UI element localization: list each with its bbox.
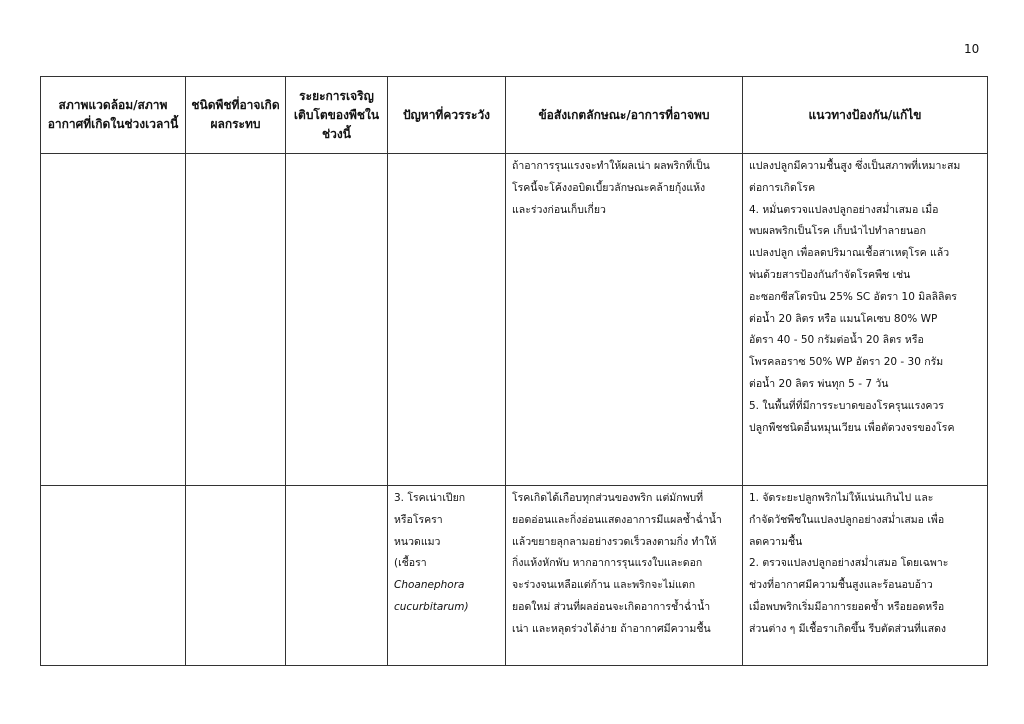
text-line: 2. ตรวจแปลงปลูกอย่างสม่ำเสมอ โดยเฉพาะ: [749, 557, 949, 570]
text-line: อาการที่อาจพบ: [630, 107, 710, 122]
text-line: กิ่งแห้งหักพับ หากอาการรุนแรงใบและดอก: [512, 557, 703, 570]
text-line: เจริญเติบโตของ: [293, 88, 374, 122]
text-line: พืชในช่วงนี้: [322, 107, 380, 141]
text-line: อัตรา 40 - 50 กรัมต่อน้ำ 20 ลิตร หรือ: [749, 334, 924, 347]
text-line: อากาศที่เกิดในช่วงเวลานี้: [47, 117, 179, 131]
text-line: (เชื้อรา: [394, 557, 427, 570]
table-row: [41, 154, 988, 486]
text-line: หรือโรครา: [394, 513, 443, 526]
text-line: แปลงปลูก เพื่อลดปริมาณเชื้อสาเหตุโรค แล้ว: [749, 247, 950, 260]
cell-stage: [286, 486, 388, 666]
text-line: เน่า และหลุดร่วงได้ง่าย ถ้าอากาศมีความชื้น: [512, 622, 711, 635]
table-header-row: [41, 77, 988, 154]
text-line: สภาพแวดล้อม/สภาพ: [58, 98, 168, 112]
text-line: แล้วขยายลุกลามอย่างรวดเร็วลงตามกิ่ง ทำให้: [512, 535, 717, 548]
header-growth-stage: [286, 77, 388, 154]
header-affected-crops: [186, 77, 286, 154]
text-line: เมื่อพบพริกเริ่มมีอาการยอดช้ำ หรือยอดหรือ: [749, 600, 945, 613]
cell-crops: [186, 486, 286, 666]
text-line: ต่อน้ำ 20 ลิตร หรือ แมนโคเซบ 80% WP: [749, 312, 938, 325]
cell-problem: [388, 154, 506, 486]
text-line: ปลูกพืชชนิดอื่นหมุนเวียน เพื่อตัดวงจรของโรค: [749, 421, 955, 434]
text-line: พ่นด้วยสารป้องกันกำจัดโรคพืช เช่น: [749, 268, 911, 281]
text-line: ข้อสังเกตลักษณะ/: [538, 107, 631, 122]
text-line: 3. โรคเน่าเปียก: [394, 492, 466, 504]
text-line: ลดความชื้น: [749, 535, 803, 548]
text-line: ต่อการเกิดโรค: [749, 181, 816, 194]
text-line: หนวดแมว: [394, 535, 441, 548]
cell-problem: [388, 486, 506, 666]
text-line: เกิดผลกระทบ: [210, 98, 280, 131]
text-line: 5. ในพื้นที่ที่มีการระบาดของโรครุนแรงควร: [749, 399, 944, 412]
text-line: และร่วงก่อนเก็บเกี่ยว: [512, 203, 606, 216]
text-line: โรคนี้จะโค้งงอบิดเบี้ยวลักษณะคล้ายกุ้งแห้ง: [512, 181, 706, 194]
cell-environment: [41, 486, 186, 666]
text-line: 1. จัดระยะปลูกพริกไม่ให้แน่นเกินไป และ: [749, 492, 934, 504]
cell-symptoms: [506, 486, 743, 666]
text-line: ต่อน้ำ 20 ลิตร พ่นทุก 5 - 7 วัน: [749, 377, 889, 390]
header-problems: [388, 77, 506, 154]
cell-prevention: [743, 486, 988, 666]
header-environment: [41, 77, 186, 154]
text-line: โพรคลอราซ 50% WP อัตรา 20 - 30 กรัม: [749, 356, 944, 369]
table-row: [41, 486, 988, 666]
text-line: โรคเกิดได้เกือบทุกส่วนของพริก แต่มักพบที่: [512, 492, 704, 504]
text-line: แนวทางป้องกัน/แก้ไข: [808, 107, 922, 122]
text-line: 4. หมั่นตรวจแปลงปลูกอย่างสม่ำเสมอ เมื่อ: [749, 203, 939, 216]
text-line: ระยะการ: [299, 88, 346, 103]
text-line: แปลงปลูกมีความชื้นสูง ซึ่งเป็นสภาพที่เหมาะสม: [749, 160, 961, 172]
cell-crops: [186, 154, 286, 486]
text-line: กำจัดวัชพืชในแปลงปลูกอย่างสม่ำเสมอ เพื่อ: [749, 513, 945, 526]
cell-stage: [286, 154, 388, 486]
crop-disease-table: [40, 76, 988, 666]
text-line: ส่วนต่าง ๆ มีเชื้อราเกิดขึ้น รีบตัดส่วนที่แสดง: [749, 622, 947, 635]
text-line: ถ้าอาการรุนแรงจะทำให้ผลเน่า ผลพริกที่เป็น: [512, 160, 710, 172]
header-prevention: [743, 77, 988, 154]
text-line: พบผลพริกเป็นโรค เก็บนำไปทำลายนอก: [749, 225, 926, 238]
page-number: 10: [964, 42, 980, 56]
text-line: อะซอกซีสโตรบิน 25% SC อัตรา 10 มิลลิลิตร: [749, 290, 957, 303]
text-line: cucurbitarum): [394, 600, 469, 613]
cell-environment: [41, 154, 186, 486]
text-line: Choanephora: [394, 579, 465, 592]
text-line: ยอดอ่อนและกิ่งอ่อนแสดงอาการมีแผลช้ำฉ่ำน้ำ: [512, 513, 722, 526]
header-symptoms: [506, 77, 743, 154]
text-line: ชนิดพืชที่อาจ: [191, 98, 261, 112]
text-line: ช่วงที่อากาศมีความชื้นสูงและร้อนอบอ้าว: [749, 579, 933, 592]
text-line: ยอดใหม่ ส่วนที่ผลอ่อนจะเกิดอาการช้ำฉ่ำน้ำ: [512, 600, 711, 613]
text-line: จะร่วงจนเหลือแต่ก้าน และพริกจะไม่แตก: [512, 579, 696, 592]
cell-symptoms: [506, 154, 743, 486]
cell-prevention: [743, 154, 988, 486]
text-line: ปัญหาที่ควรระวัง: [402, 107, 491, 122]
